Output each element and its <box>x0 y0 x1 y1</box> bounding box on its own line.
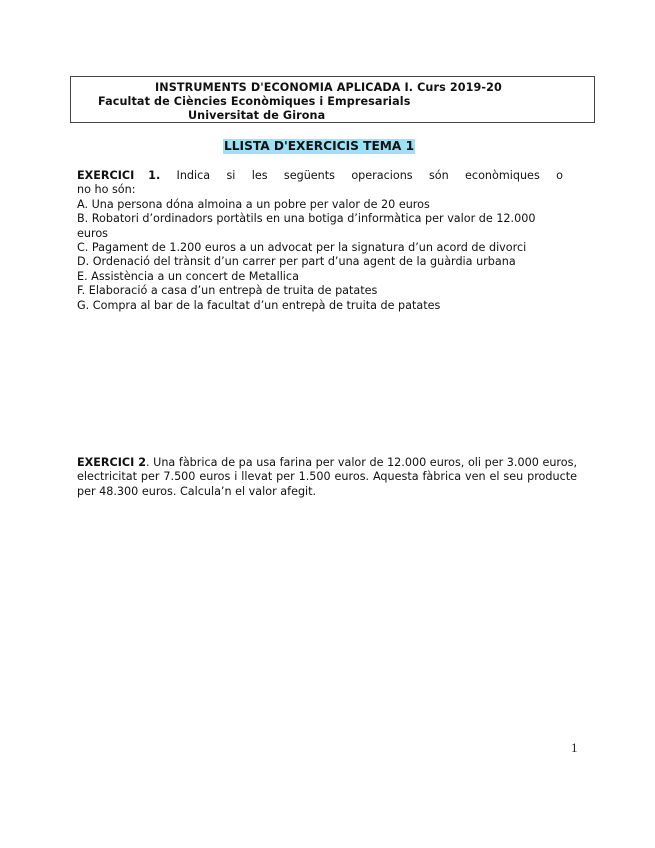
item-b: B. Robatori d’ordinadors portàtils en una botiga d’informàtica per valor de 12.000 <box>77 212 536 226</box>
intro-word: les <box>251 169 268 182</box>
exercise-1 <box>77 169 563 313</box>
exercise-2-label: EXERCICI 2 <box>77 456 146 469</box>
faculty-name: Facultat de Ciències Econòmiques i Empresarials <box>98 95 411 108</box>
item-g: G. Compra al bar de la facultat d’un entrepà de truita de patates <box>77 298 441 312</box>
item-e: E. Assistència a un concert de Metallica <box>77 269 299 283</box>
intro-word: o <box>556 169 563 182</box>
exercise-2-text: . Una fàbrica de pa usa farina per valor de 12.000 euros, oli per 3.000 euros, electricitat per 7.500 euros i llevat per 1.500 euros. Aquesta fàbrica ven el seu producte per 48.300 euros. Calcula’n el valor afegit. <box>77 456 577 498</box>
exercise-1-intro <box>77 169 563 183</box>
document-header-box <box>70 76 595 123</box>
exercise-list-title: LLISTA D'EXERCICIS TEMA 1 <box>224 139 415 153</box>
page-number: 1 <box>571 740 578 755</box>
course-title: INSTRUMENTS D'ECONOMIA APLICADA I. Curs 2019-20 <box>155 81 502 94</box>
item-d: D. Ordenació del trànsit d’un carrer per part d’una agent de la guàrdia urbana <box>77 255 516 269</box>
exercise-2 <box>77 456 577 499</box>
exercise-1-label: EXERCICI 1. <box>77 169 161 182</box>
intro-word: Indica <box>176 169 211 182</box>
intro-word: són <box>428 169 449 182</box>
intro-word: operacions <box>351 169 413 182</box>
intro-word: si <box>226 169 236 182</box>
university-name: Universitat de Girona <box>188 109 326 122</box>
item-c: C. Pagament de 1.200 euros a un advocat per la signatura d’un acord de divorci <box>77 241 527 255</box>
item-f: F. Elaboració a casa d’un entrepà de truita de patates <box>77 284 378 298</box>
item-b-continued: euros <box>77 226 109 240</box>
item-a: A. Una persona dóna almoina a un pobre per valor de 20 euros <box>77 197 430 211</box>
exercise-1-intro-continued: no ho són: <box>77 183 136 197</box>
intro-word: econòmiques <box>465 169 540 182</box>
intro-word: següents <box>283 169 335 182</box>
